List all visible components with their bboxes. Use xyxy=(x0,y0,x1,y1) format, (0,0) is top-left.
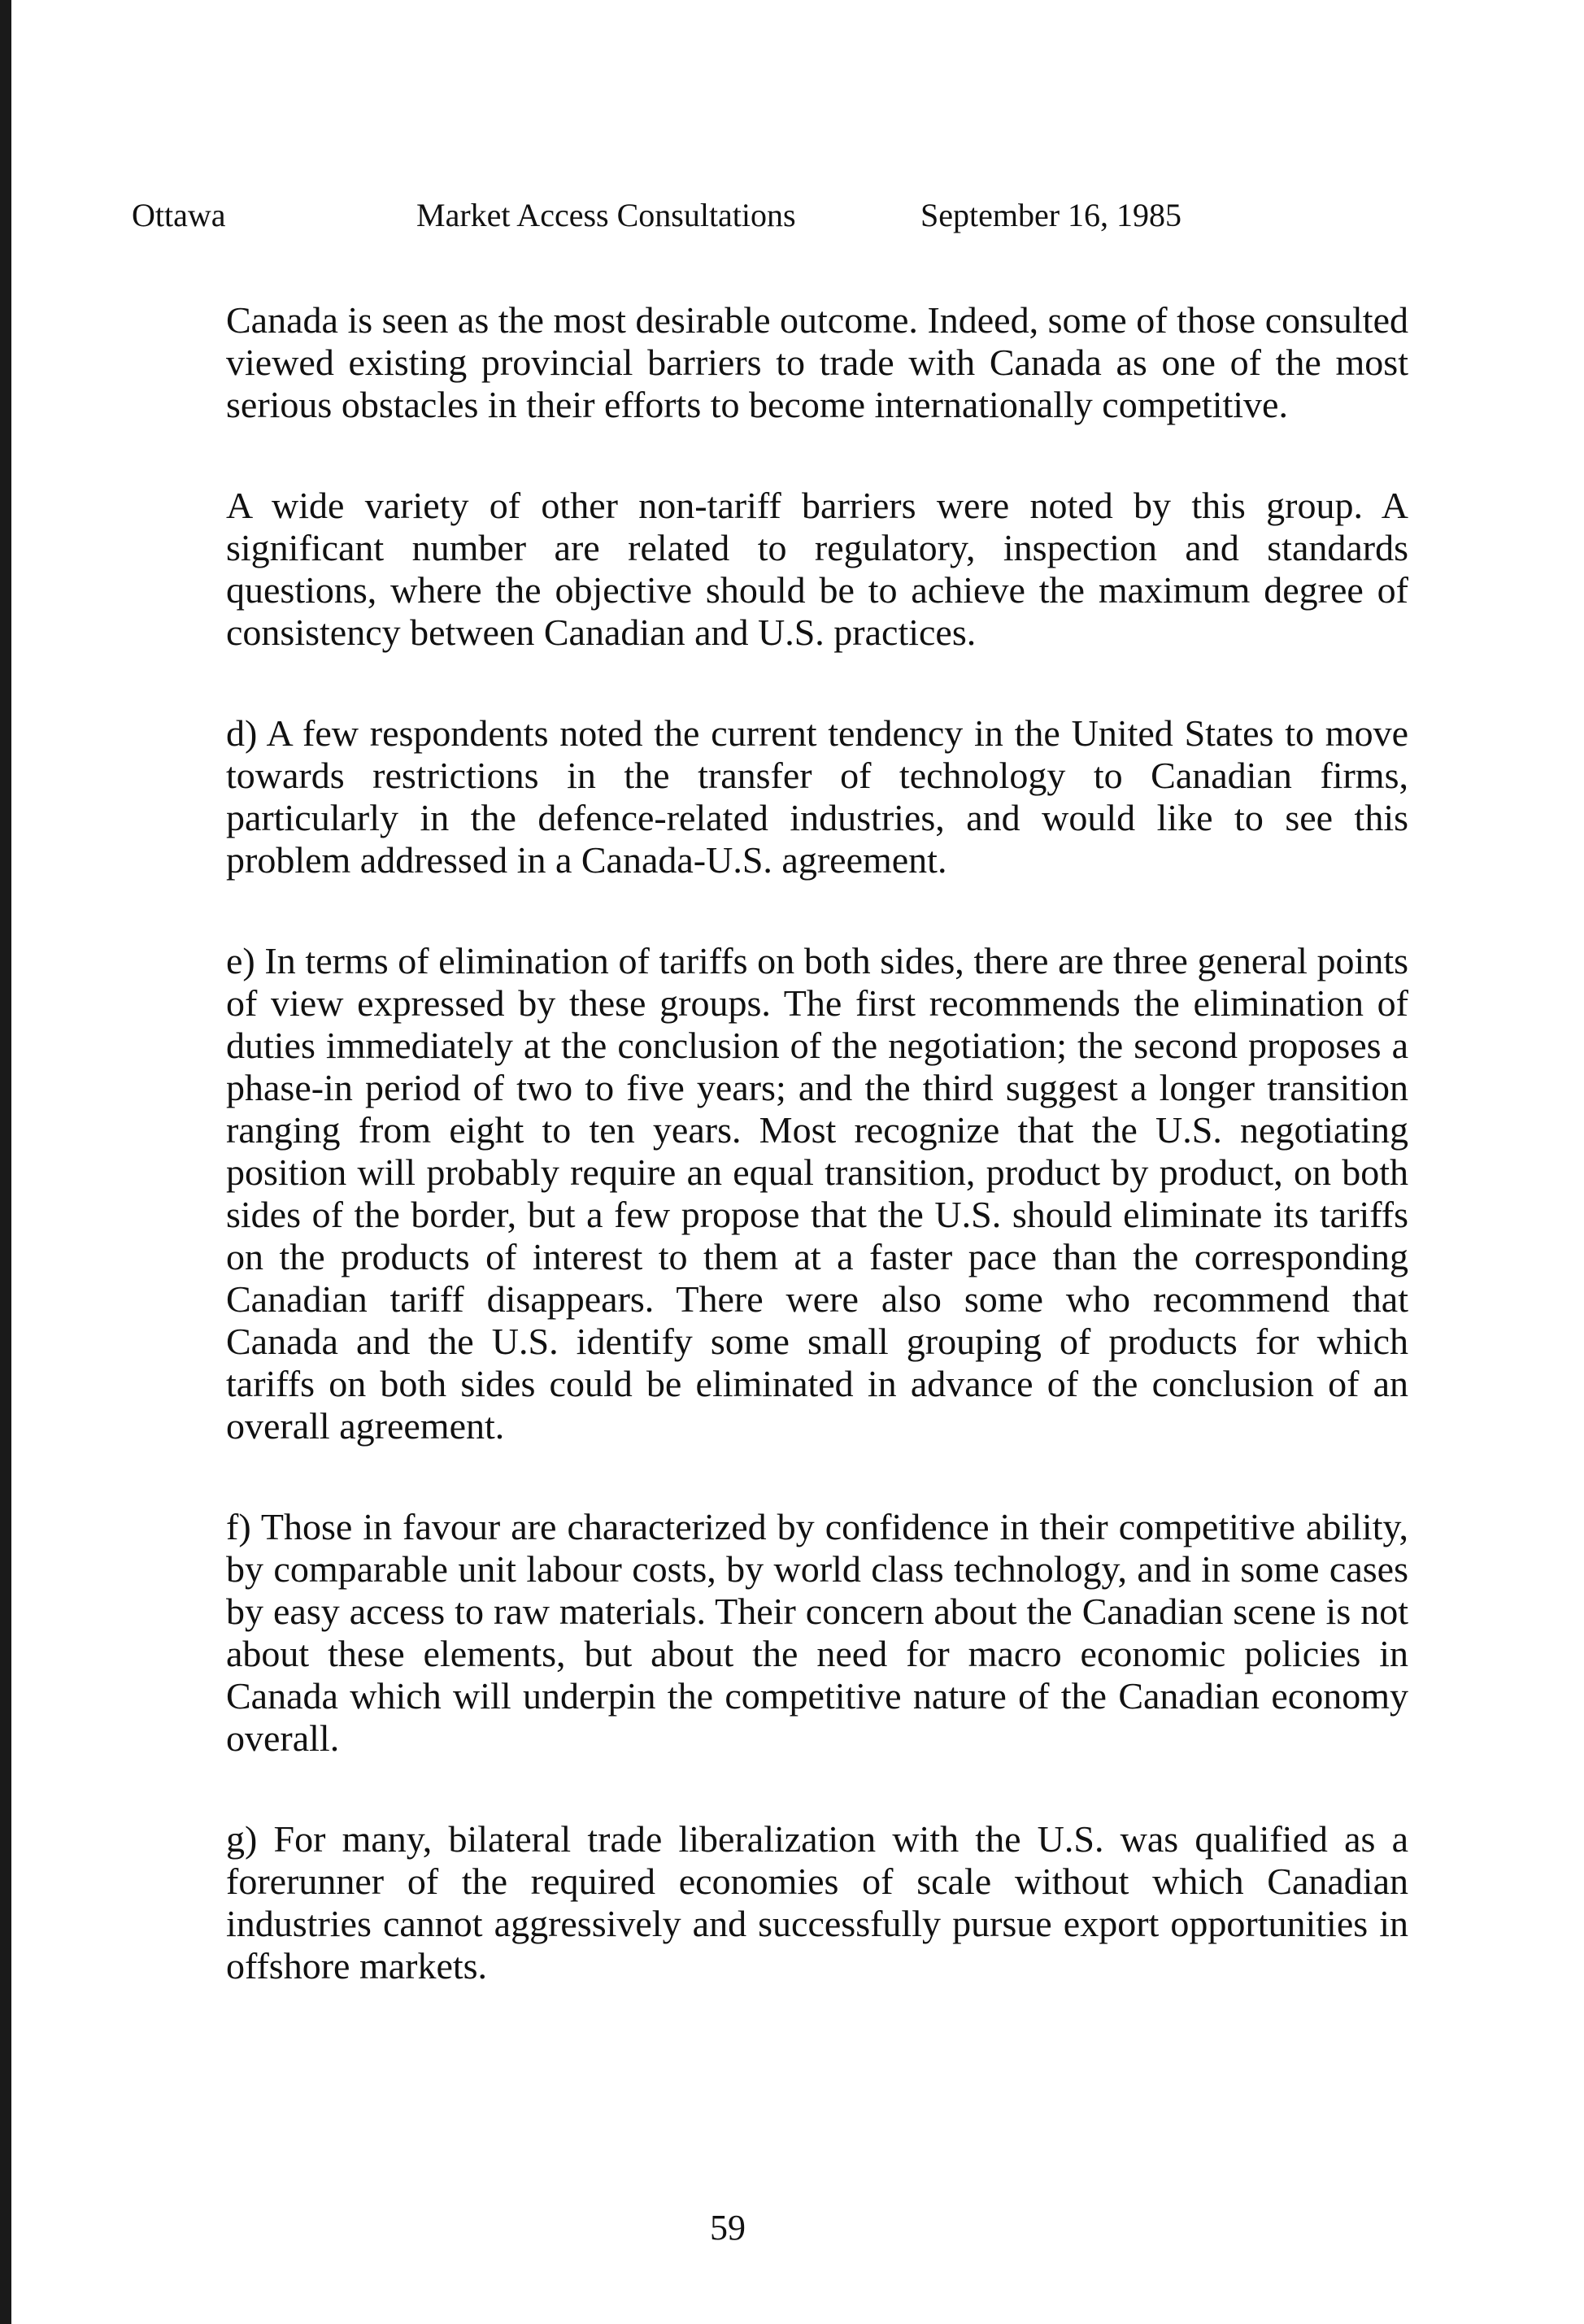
paragraph-f-those-in-favour: f) Those in favour are characterized by confidence in their competitive ability, by comparable unit labour costs, by world class technology, and in some cases by easy access to raw materials. Their concern about the Canadian scene is not about these elements, but about the need for macro economic policies in Canada which will underpin the competitive nature of the Canadian economy overall. xyxy=(226,1506,1408,1759)
paragraph-e-tariff-elimination: e) In terms of elimination of tariffs on both sides, there are three general points of view expressed by these groups. The first recommends the elimination of duties immediately at the conclusion of the negotiation; the second proposes a phase-in period of two to five years; and the third suggest a longer transition ranging from eight to ten years. Most recognize that the U.S. negotiating position will probably require an equal transition, product by product, on both sides of the border, but a few propose that the U.S. should eliminate its tariffs on the products of interest to them at a faster pace than the corresponding Canadian tariff disappears. There were also some who recommend that Canada and the U.S. identify some small grouping of products for which tariffs on both sides could be eliminated in advance of the conclusion of an overall agreement. xyxy=(226,940,1408,1447)
scan-edge xyxy=(0,0,11,2324)
header-date: September 16, 1985 xyxy=(920,197,1182,233)
header-title: Market Access Consultations xyxy=(416,197,796,233)
document-body xyxy=(226,299,1408,2046)
paragraph-non-tariff-barriers: A wide variety of other non-tariff barriers were noted by this group. A significant number are related to regulatory, inspection and standards questions, where the objective should be to achieve the maximum degree of consistency between Canadian and U.S. practices. xyxy=(226,485,1408,653)
paragraph-g-trade-liberalization: g) For many, bilateral trade liberalization with the U.S. was qualified as a forerunner of the required economies of scale without which Canadian industries cannot aggressively and successfully pursue export opportunities in offshore markets. xyxy=(226,1818,1408,1987)
header-city: Ottawa xyxy=(132,197,226,233)
paragraph-canada-outcome: Canada is seen as the most desirable outcome. Indeed, some of those consulted viewed existing provincial barriers to trade with Canada as one of the most serious obstacles in their efforts to become internationally competitive. xyxy=(226,299,1408,425)
paragraph-d-technology-transfer: d) A few respondents noted the current tendency in the United States to move towards restrictions in the transfer of technology to Canadian firms, particularly in the defence-related industries, and would like to see this problem addressed in a Canada-U.S. agreement. xyxy=(226,712,1408,881)
page-header xyxy=(132,191,1270,240)
page-number: 59 xyxy=(710,2208,746,2248)
